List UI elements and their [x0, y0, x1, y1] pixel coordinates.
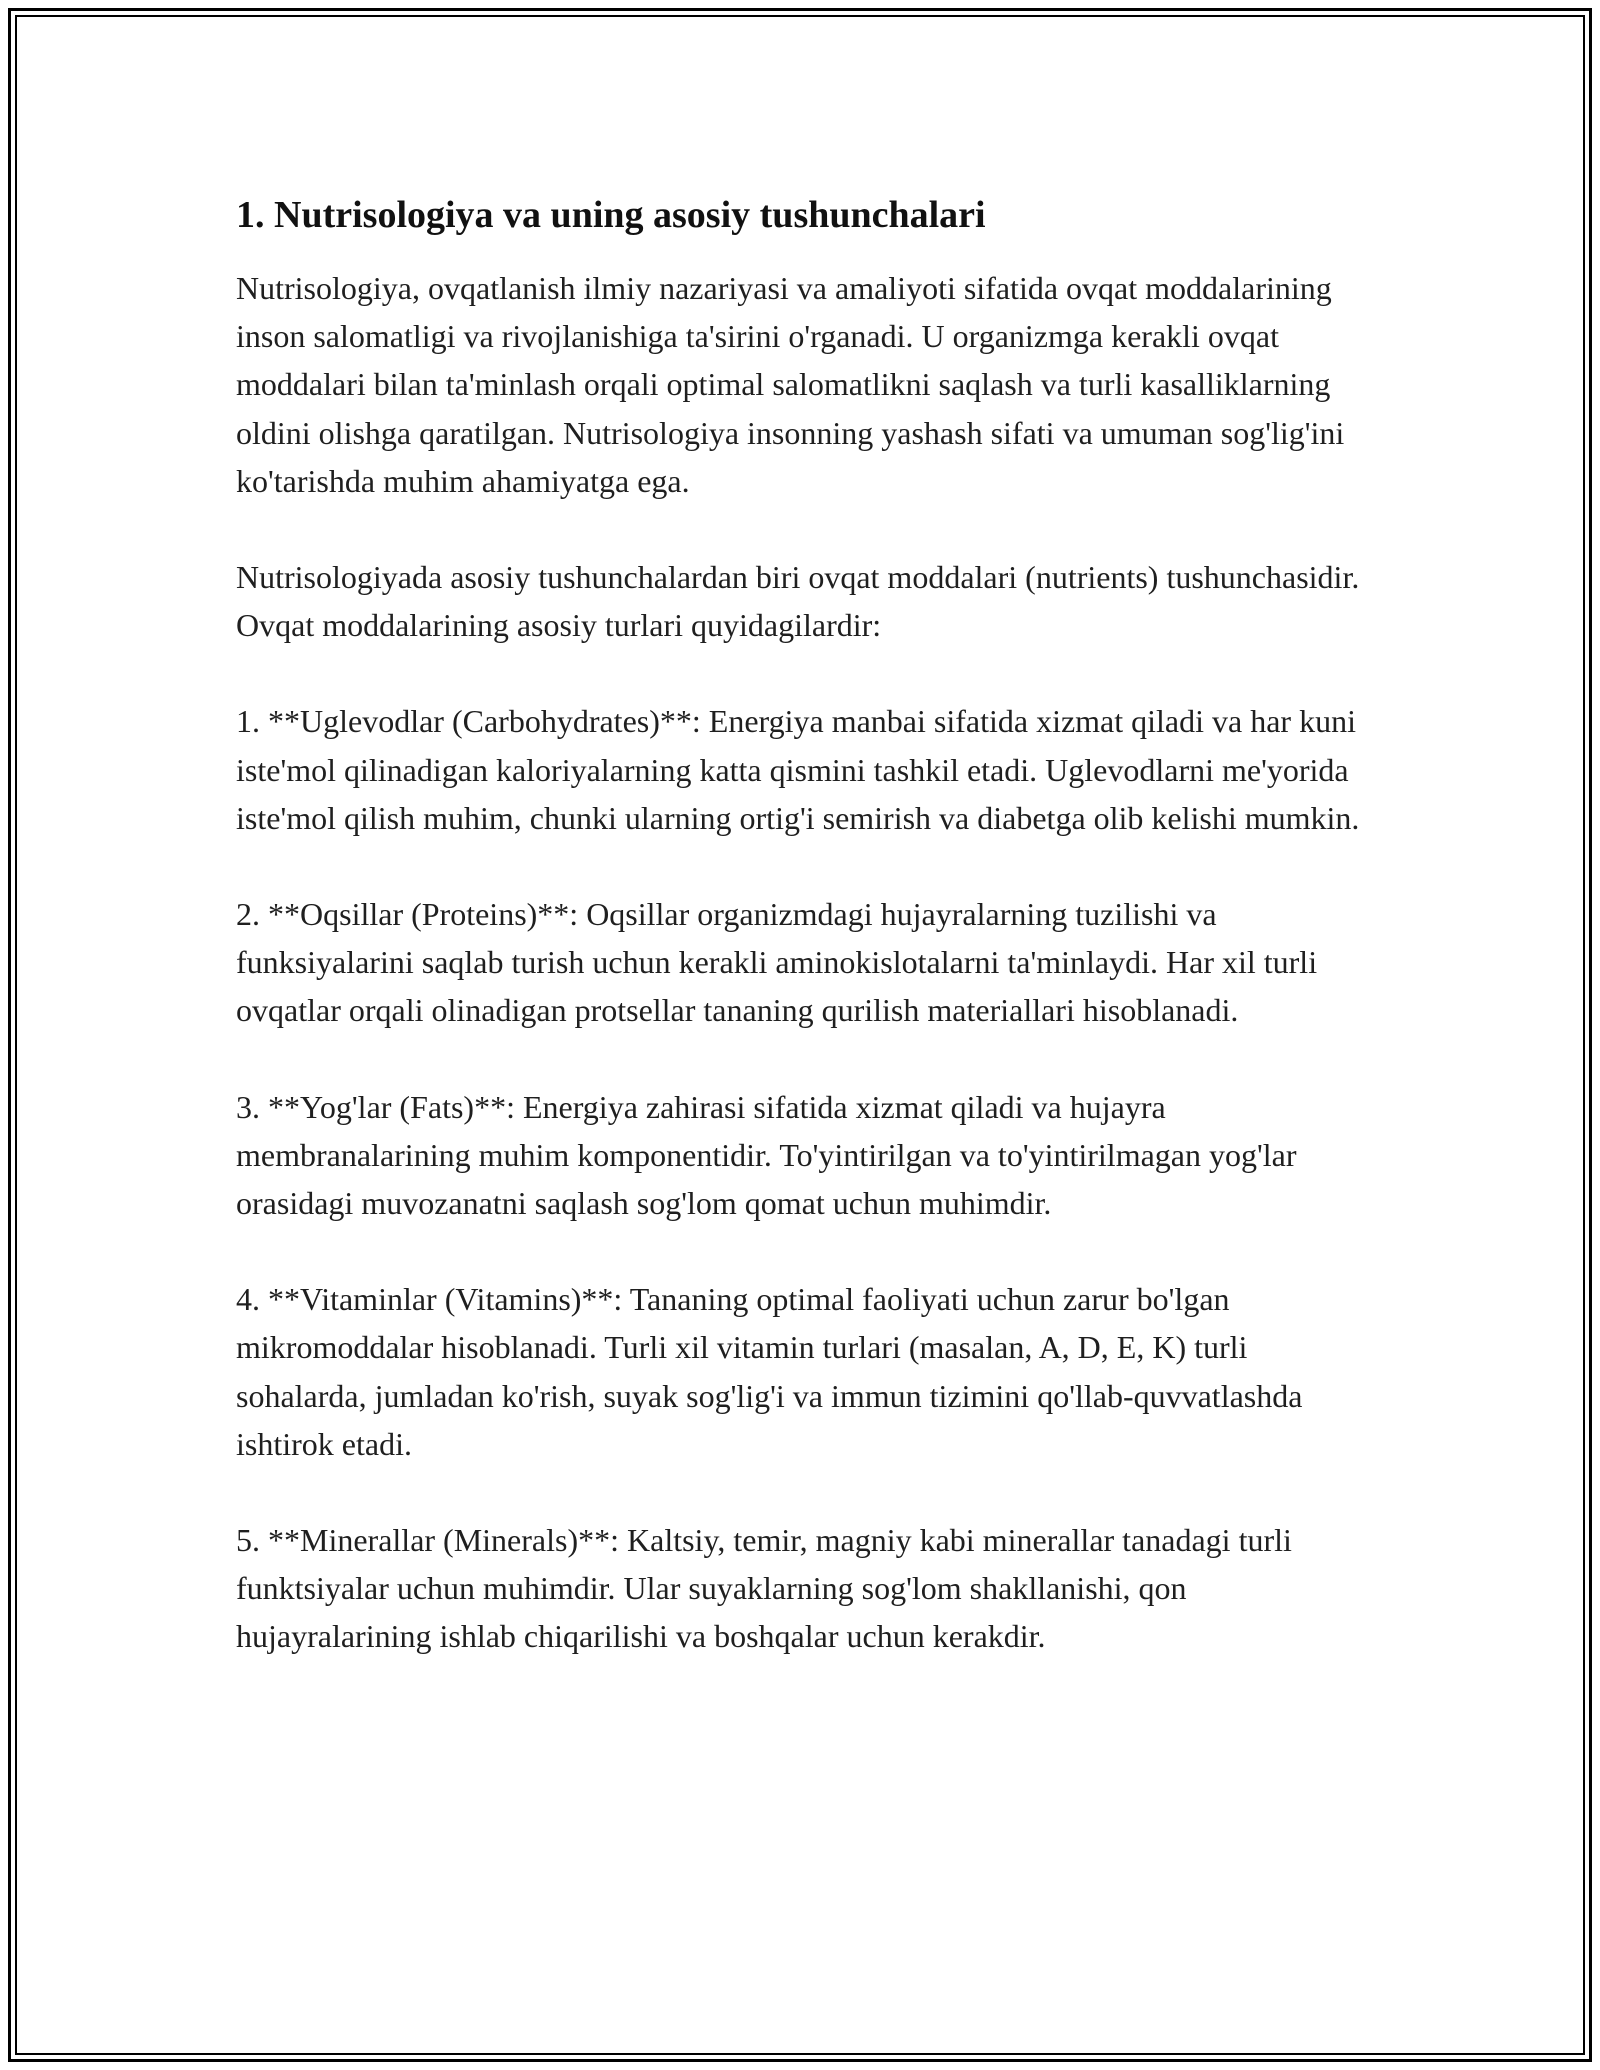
paragraph-fats: 3. **Yog'lar (Fats)**: Energiya zahirasi sifatida xizmat qiladi va hujayra membranalarining muhim komponentidir. To'yintirilgan va to'yintirilmagan yog'lar orasidagi muvozanatni saqlash sog'lom qomat uchun muhimdir.	[236, 1088, 1297, 1222]
paragraph-nutrients: Nutrisologiyada asosiy tushunchalardan biri ovqat moddalari (nutrients) tushunchasidir. Ovqat moddalarining asosiy turlari quyidagilardir:	[236, 559, 1360, 644]
paragraph-minerals: 5. **Minerallar (Minerals)**: Kaltsiy, temir, magniy kabi minerallar tanadagi turli funktsiyalar uchun muhimdir. Ular suyaklarning sog'lom shakllanishi, qon hujayralarining ishlab chiqarilishi va boshqalar uchun kerakdir.	[236, 1522, 1292, 1655]
document-body	[236, 186, 1376, 1661]
document-title: 1. Nutrisologiya va uning asosiy tushunchalari	[236, 194, 986, 236]
paragraph-intro: Nutrisologiya, ovqatlanish ilmiy nazariyasi va amaliyoti sifatida ovqat moddalarining inson salomatligi va rivojlanishiga ta'sirini o'rganadi. U organizmga kerakli ovqat moddalari bilan ta'minlash orqali optimal salomatlikni saqlash va turli kasalliklarning oldini olishga qaratilgan. Nutrisologiya insonning yashash sifati va umuman sog'lig'ini ko'tarishda muhim ahamiyatga ega.	[236, 270, 1345, 499]
paragraph-vitamins: 4. **Vitaminlar (Vitamins)**: Tananing optimal faoliyati uchun zarur bo'lgan mikromoddalar hisoblanadi. Turli xil vitamin turlari (masalan, A, D, E, K) turli sohalarda, jumladan ko'rish, suyak sog'lig'i va immun tizimini qo'llab-quvvatlashda ishtirok etadi.	[236, 1281, 1303, 1462]
paragraph-carbohydrates: 1. **Uglevodlar (Carbohydrates)**: Energiya manbai sifatida xizmat qiladi va har kuni iste'mol qilinadigan kaloriyalarning katta qismini tashkil etadi. Uglevodlarni me'yorida iste'mol qilish muhim, chunki ularning ortig'i semirish va diabetga olib kelishi mumkin.	[236, 703, 1360, 836]
paragraph-proteins: 2. **Oqsillar (Proteins)**: Oqsillar organizmdagi hujayralarning tuzilishi va funksiyalarini saqlab turish uchun kerakli aminokislotalarni ta'minlaydi. Har xil turli ovqatlar orqali olinadigan protsellar tananing qurilish materiallari hisoblanadi.	[236, 896, 1318, 1029]
